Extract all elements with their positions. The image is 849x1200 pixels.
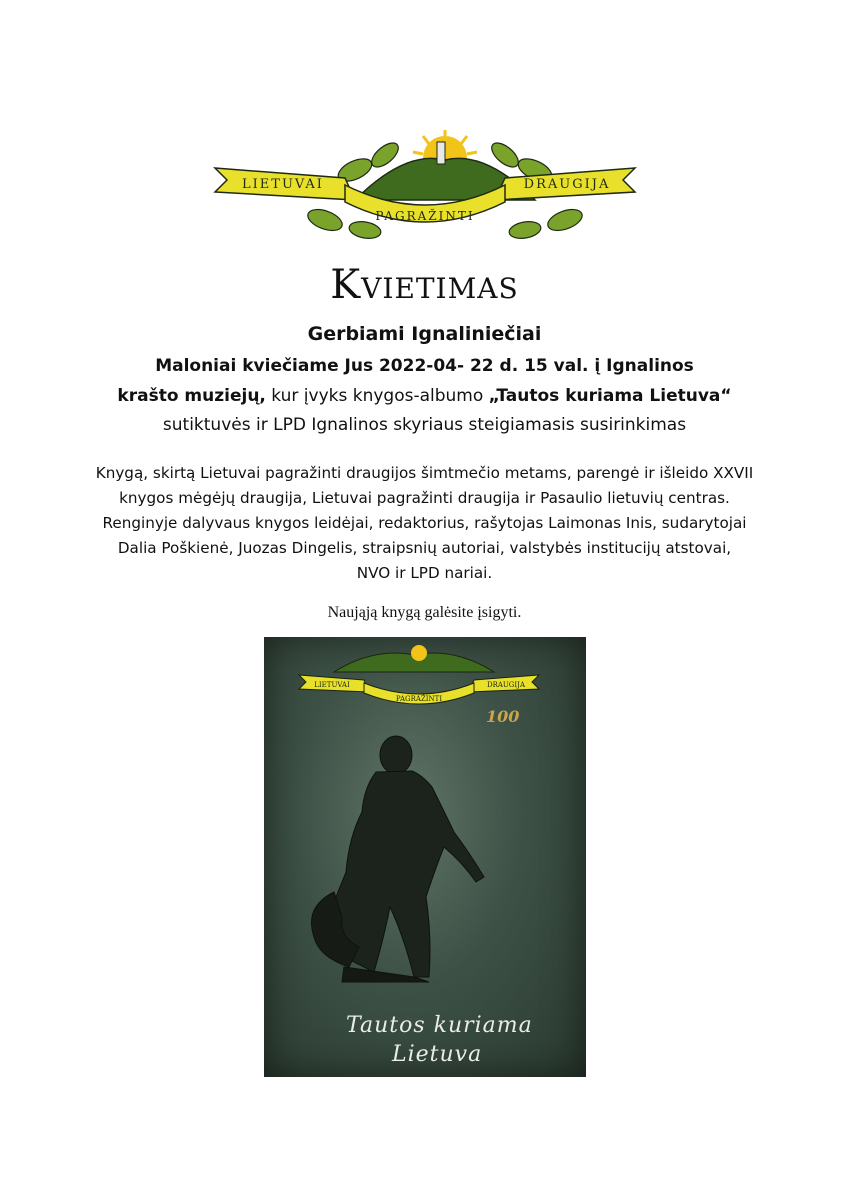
statue-figure [312, 736, 485, 982]
centenary-badge: 100 [486, 707, 520, 726]
greeting: Gerbiami Ignaliniečiai [307, 323, 542, 345]
cover-title-line-1: Tautos kuriama [346, 1013, 533, 1038]
logo-left-text: LIETUVAI [242, 177, 324, 192]
paragraph-line: knygos mėgėjų draugija, Lietuvai pagražinti draugija ir Pasaulio lietuvių centras. [119, 489, 730, 507]
book-cover-image [264, 637, 586, 1077]
invite-mid-text: kur įvyks knygos-albumo [265, 386, 489, 406]
paragraph-line: Dalia Poškienė, Juozas Dingelis, straipsnių autoriai, valstybės institucijų atstovai, [117, 539, 732, 557]
buy-note: Naująją knygą galėsite įsigyti. [327, 604, 522, 621]
invite-line-2 [0, 386, 849, 406]
cover-logo [299, 645, 539, 704]
invite-venue: krašto muziejų, [117, 386, 266, 406]
cover-logo-left: LIETUVAI [314, 681, 350, 689]
page-title: Kvietimas [330, 262, 519, 308]
book-title-quote: „Tautos kuriama Lietuva“ [488, 386, 732, 406]
society-logo [205, 130, 645, 250]
invite-line-1: Maloniai kviečiame Jus 2022-04- 22 d. 15 val. į Ignalinos [155, 356, 694, 376]
logo-center-text: PAGRAŽINTI [375, 209, 475, 223]
description-paragraph [40, 461, 809, 586]
paragraph-line: Renginyje dalyvaus knygos leidėjai, redaktorius, rašytojas Laimonas Inis, sudarytojai [102, 514, 747, 532]
cover-logo-right: DRAUGIJA [486, 681, 526, 689]
cover-logo-center: PAGRAŽINTI [395, 695, 443, 703]
cover-title-line-2: Lietuva [392, 1042, 483, 1067]
invite-line-3: sutiktuvės ir LPD Ignalinos skyriaus steigiamasis susirinkimas [162, 415, 687, 435]
paragraph-line: Knygą, skirtą Lietuvai pagražinti draugijos šimtmečio metams, parengė ir išleido XXVII [95, 464, 754, 482]
logo-right-text: DRAUGIJA [523, 177, 611, 192]
paragraph-line: NVO ir LPD nariai. [356, 564, 493, 582]
book-cover-art [264, 637, 586, 1077]
